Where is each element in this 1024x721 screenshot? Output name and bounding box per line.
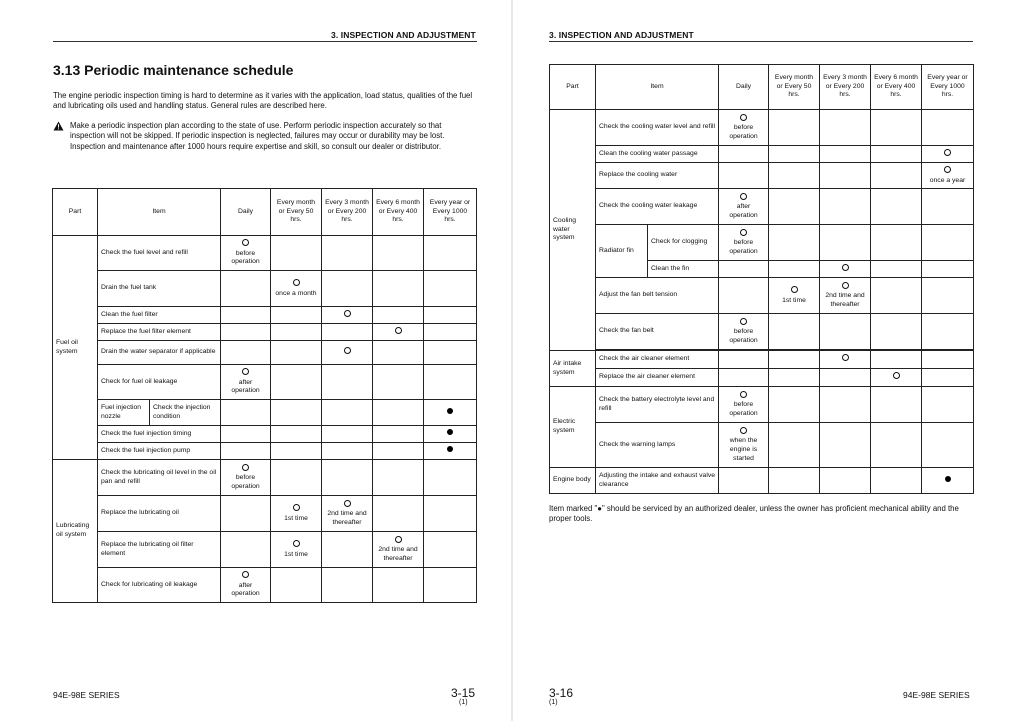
table-row bbox=[550, 146, 974, 163]
table-row bbox=[550, 278, 974, 314]
circle-mark-icon bbox=[344, 310, 351, 317]
circle-mark-icon bbox=[242, 368, 249, 375]
right-page bbox=[513, 0, 1024, 721]
table-row bbox=[53, 532, 477, 568]
left-page bbox=[0, 0, 511, 721]
table-row bbox=[53, 568, 477, 603]
schedule-cell: 2nd time and thereafter bbox=[373, 532, 424, 568]
col-year: Every year or Every 1000 hrs. bbox=[424, 189, 477, 236]
item-label: Check the fuel injection timing bbox=[98, 426, 221, 443]
col-3month: Every 3 month or Every 200 hrs. bbox=[322, 189, 373, 236]
dealer-mark-icon bbox=[945, 476, 951, 482]
schedule-cell: before operation bbox=[221, 460, 271, 496]
item-label: Check the cooling water leakage bbox=[596, 189, 719, 225]
schedule-cell bbox=[424, 443, 477, 460]
part-cooling-water-system: Cooling water system bbox=[550, 110, 596, 351]
chapter-header: 3. INSPECTION AND ADJUSTMENT bbox=[331, 30, 476, 40]
table-row bbox=[53, 324, 477, 341]
circle-mark-icon bbox=[344, 500, 351, 507]
table-row bbox=[53, 496, 477, 532]
circle-mark-icon bbox=[791, 286, 798, 293]
schedule-cell bbox=[424, 400, 477, 426]
schedule-cell: after operation bbox=[221, 365, 271, 400]
part-lubricating-oil-system: Lubricating oil system bbox=[53, 460, 98, 603]
revision-mark: (1) bbox=[459, 699, 468, 706]
circle-mark-icon bbox=[242, 571, 249, 578]
item-label: Check for lubricating oil leakage bbox=[98, 568, 221, 603]
table-row bbox=[550, 369, 974, 387]
item-label: Adjusting the intake and exhaust valve clearance bbox=[596, 468, 719, 494]
schedule-cell: 1st time bbox=[769, 278, 820, 314]
schedule-cell bbox=[922, 146, 974, 163]
item-label: Replace the lubricating oil bbox=[98, 496, 221, 532]
table-row bbox=[550, 225, 974, 261]
item-label: Clean the cooling water passage bbox=[596, 146, 719, 163]
col-daily: Daily bbox=[221, 189, 271, 236]
dealer-mark-icon bbox=[447, 408, 453, 414]
revision-mark: (1) bbox=[549, 699, 558, 706]
section-title: 3.13 Periodic maintenance schedule bbox=[53, 62, 294, 78]
warning-text: Make a periodic inspection plan according to the state of use. Perform periodic inspection accurately so that inspection will not be skipped. If periodic inspection is neglected, failures may occur or durability may be lost. Inspection and maintenance after 1000 hours require expertise and skill, so consult our dealer or distributor. bbox=[70, 121, 445, 151]
item-label: Check for clogging bbox=[648, 225, 719, 261]
circle-mark-icon bbox=[740, 427, 747, 434]
schedule-cell bbox=[820, 261, 871, 278]
col-6month: Every 6 month or Every 400 hrs. bbox=[871, 65, 922, 110]
table-row bbox=[550, 110, 974, 146]
item-label: Clean the fin bbox=[648, 261, 719, 278]
footer-series: 94E-98E SERIES bbox=[903, 690, 970, 700]
table-row bbox=[53, 443, 477, 460]
schedule-cell: before operation bbox=[719, 225, 769, 261]
part-electric-system: Electric system bbox=[550, 387, 596, 468]
item-label: Replace the air cleaner element bbox=[596, 369, 719, 387]
dealer-mark-icon bbox=[447, 429, 453, 435]
item-label: Check the injection condition bbox=[150, 400, 221, 426]
schedule-cell bbox=[322, 307, 373, 324]
schedule-cell bbox=[871, 369, 922, 387]
circle-mark-icon bbox=[893, 372, 900, 379]
item-label: Check the fuel injection pump bbox=[98, 443, 221, 460]
dealer-mark-icon bbox=[447, 446, 453, 452]
col-daily: Daily bbox=[719, 65, 769, 110]
schedule-cell: once a year bbox=[922, 163, 974, 189]
schedule-cell bbox=[322, 341, 373, 365]
schedule-table-cooling-air-electric bbox=[549, 64, 974, 494]
table-header-row bbox=[53, 189, 477, 236]
header-rule bbox=[549, 41, 973, 42]
schedule-cell: before operation bbox=[719, 387, 769, 423]
circle-mark-icon bbox=[395, 327, 402, 334]
circle-mark-icon bbox=[740, 114, 747, 121]
table-row bbox=[53, 307, 477, 324]
schedule-cell: 1st time bbox=[271, 496, 322, 532]
item-label: Adjust the fan belt tension bbox=[596, 278, 719, 314]
table-row bbox=[53, 400, 477, 426]
schedule-cell: after operation bbox=[719, 189, 769, 225]
circle-mark-icon bbox=[842, 282, 849, 289]
schedule-cell: after operation bbox=[221, 568, 271, 603]
schedule-cell: before operation bbox=[719, 314, 769, 350]
header-rule bbox=[53, 41, 477, 42]
circle-mark-icon bbox=[344, 347, 351, 354]
dealer-service-note: Item marked "●" should be serviced by an authorized dealer, unless the owner has proficient mechanical ability and the proper tools. bbox=[549, 504, 959, 524]
table-row bbox=[550, 314, 974, 350]
item-label: Replace the lubricating oil filter element bbox=[98, 532, 221, 568]
table-row bbox=[550, 387, 974, 423]
circle-mark-icon bbox=[842, 264, 849, 271]
schedule-cell bbox=[922, 468, 974, 494]
col-month: Every month or Every 50 hrs. bbox=[769, 65, 820, 110]
item-label: Drain the water separator if applicable bbox=[98, 341, 221, 365]
circle-mark-icon bbox=[293, 540, 300, 547]
table-row bbox=[53, 236, 477, 271]
table-row bbox=[550, 423, 974, 468]
chapter-header: 3. INSPECTION AND ADJUSTMENT bbox=[549, 30, 694, 40]
table-row bbox=[53, 341, 477, 365]
circle-mark-icon bbox=[740, 229, 747, 236]
circle-mark-icon bbox=[740, 391, 747, 398]
item-label: Check for fuel oil leakage bbox=[98, 365, 221, 400]
part-fuel-oil-system: Fuel oil system bbox=[53, 236, 98, 460]
table-row bbox=[53, 460, 477, 496]
table-row bbox=[550, 468, 974, 494]
schedule-cell: 2nd time and thereafter bbox=[820, 278, 871, 314]
item-label: Check the battery electrolyte level and refill bbox=[596, 387, 719, 423]
schedule-cell: when the engine is started bbox=[719, 423, 769, 468]
circle-mark-icon bbox=[242, 239, 249, 246]
page-number: 3-16 bbox=[549, 686, 574, 700]
circle-mark-icon bbox=[740, 193, 747, 200]
item-label: Clean the fuel filter bbox=[98, 307, 221, 324]
item-label: Check the lubricating oil level in the oil pan and refill bbox=[98, 460, 221, 496]
col-3month: Every 3 month or Every 200 hrs. bbox=[820, 65, 871, 110]
item-label: Replace the fuel filter element bbox=[98, 324, 221, 341]
schedule-cell: before operation bbox=[221, 236, 271, 271]
circle-mark-icon bbox=[740, 318, 747, 325]
circle-mark-icon bbox=[944, 149, 951, 156]
col-item: Item bbox=[596, 65, 719, 110]
circle-mark-icon bbox=[944, 166, 951, 173]
table-row bbox=[53, 271, 477, 307]
warning-icon bbox=[53, 121, 64, 131]
table-row bbox=[53, 365, 477, 400]
schedule-cell: 1st time bbox=[271, 532, 322, 568]
col-part: Part bbox=[53, 189, 98, 236]
item-label: Check the warning lamps bbox=[596, 423, 719, 468]
part-air-intake-system: Air intake system bbox=[550, 351, 596, 387]
item-label: Replace the cooling water bbox=[596, 163, 719, 189]
circle-mark-icon bbox=[842, 354, 849, 361]
table-row bbox=[53, 426, 477, 443]
schedule-cell bbox=[424, 426, 477, 443]
schedule-cell: once a month bbox=[271, 271, 322, 307]
col-part: Part bbox=[550, 65, 596, 110]
item-group-label: Radiator fin bbox=[596, 225, 648, 278]
item-label: Check the fuel level and refill bbox=[98, 236, 221, 271]
col-item: Item bbox=[98, 189, 221, 236]
table-row bbox=[550, 189, 974, 225]
circle-mark-icon bbox=[293, 504, 300, 511]
footer-series: 94E-98E SERIES bbox=[53, 690, 120, 700]
col-month: Every month or Every 50 hrs. bbox=[271, 189, 322, 236]
col-6month: Every 6 month or Every 400 hrs. bbox=[373, 189, 424, 236]
item-label: Check the air cleaner element bbox=[596, 351, 719, 369]
table-row bbox=[550, 163, 974, 189]
circle-mark-icon bbox=[293, 279, 300, 286]
schedule-cell bbox=[820, 351, 871, 369]
item-label: Check the fan belt bbox=[596, 314, 719, 350]
schedule-cell bbox=[373, 324, 424, 341]
circle-mark-icon bbox=[242, 464, 249, 471]
item-label: Check the cooling water level and refill bbox=[596, 110, 719, 146]
item-group-label: Fuel injection nozzle bbox=[98, 400, 150, 426]
schedule-cell: before operation bbox=[719, 110, 769, 146]
table-row bbox=[550, 351, 974, 369]
table-header-row bbox=[550, 65, 974, 110]
item-label: Drain the fuel tank bbox=[98, 271, 221, 307]
col-year: Every year or Every 1000 hrs. bbox=[922, 65, 974, 110]
intro-paragraph: The engine periodic inspection timing is hard to determine as it varies with the application, load status, qualities of the fuel and lubricating oils used and handling status. General rules are described here. bbox=[53, 91, 473, 111]
schedule-table-fuel-lube bbox=[52, 188, 477, 603]
part-engine-body: Engine body bbox=[550, 468, 596, 494]
circle-mark-icon bbox=[395, 536, 402, 543]
schedule-cell: 2nd time and thereafter bbox=[322, 496, 373, 532]
page-number: 3-15 bbox=[451, 686, 476, 700]
